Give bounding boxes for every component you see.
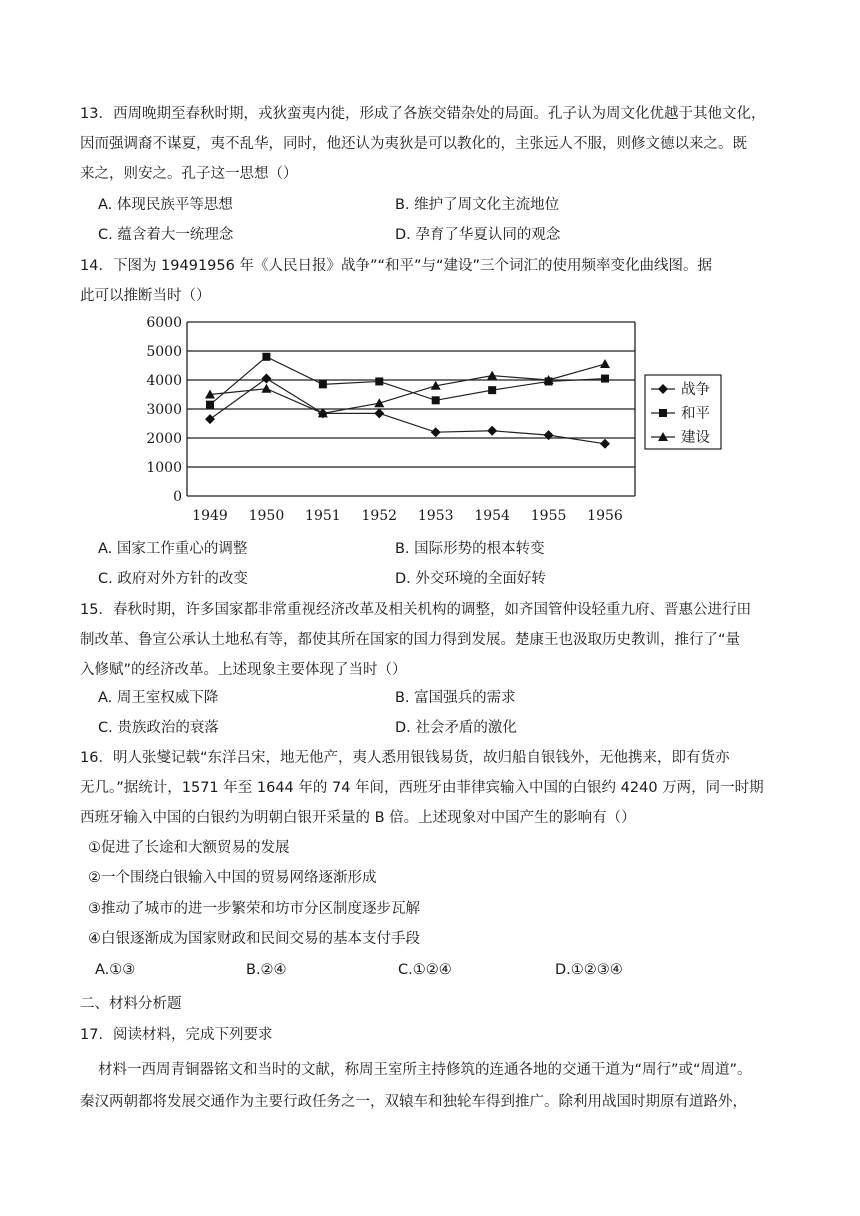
- q17-material-line-1: 材料一西周青铜器铭文和当时的文献，称周王室所主持修筑的连通各地的交通干道为“周行”或“周道”。: [98, 1062, 752, 1078]
- word-frequency-line-chart: [146, 310, 730, 530]
- series-0-point-1950: [261, 374, 271, 384]
- q13-option-c[interactable]: C. 蕴含着大一统理念: [98, 227, 234, 243]
- q16-option-a[interactable]: A.①③: [95, 962, 136, 978]
- series-1-point-1950: [262, 353, 270, 361]
- q15-stem-line-1: 15．春秋时期，许多国家都非常重视经济改革及相关机构的调整，如齐国管仲设轻重九府、晋惠公进行田: [80, 602, 751, 618]
- x-tick-label-1951: 1951: [305, 508, 341, 524]
- q14-stem-line-1: 14．下图为 19491956 年《人民日报》战争”“和平”与“建设”三个词汇的使用频率变化曲线图。据: [80, 258, 713, 274]
- series-1-point-1951: [319, 380, 327, 388]
- q16-option-d[interactable]: D.①②③④: [555, 962, 623, 978]
- q16-stem-line-1: 16．明人张燮记载“东洋吕宋，地无他产，夷人悉用银钱易货，故归船自银钱外，无他携来，即有货亦: [80, 750, 730, 766]
- q14-option-a[interactable]: A. 国家工作重心的调整: [98, 541, 248, 557]
- legend-label-0: 战争: [681, 382, 710, 398]
- q15-stem-line-2: 制改革、鲁宣公承认土地私有等，都使其所在国家的国力得到发展。楚康王也汲取历史教训，推行了“量: [80, 632, 741, 648]
- q14-option-c[interactable]: C. 政府对外方针的改变: [98, 571, 248, 587]
- series-2-point-1954: [487, 371, 497, 380]
- q13-stem-line-2: 因而强调裔不谋夏，夷不乱华，同时，他还认为夷狄是可以教化的，主张远人不服，则修文德以来之。既: [80, 136, 747, 152]
- q16-item-2: ②一个围绕白银输入中国的贸易网络逐渐形成: [88, 870, 377, 886]
- series-0-point-1956: [600, 439, 610, 449]
- q16-item-3: ③推动了城市的进一步繁荣和坊市分区制度逐步瓦解: [88, 901, 420, 917]
- q16-item-4: ④白银逐渐成为国家财政和民间交易的基本支付手段: [88, 931, 420, 947]
- q15-option-a[interactable]: A. 周王室权威下降: [98, 690, 219, 706]
- q16-stem-line-2: 无几。”据统计，1571 年至 1644 年的 74 年间，西班牙由菲律宾输入中国的白银约 4240 万两，同一时期: [80, 780, 764, 796]
- y-tick-label-2000: 2000: [146, 431, 182, 447]
- series-1-point-1952: [375, 377, 383, 385]
- series-2-point-1950: [261, 384, 271, 393]
- y-tick-label-6000: 6000: [146, 315, 182, 331]
- y-tick-label-0: 0: [173, 489, 182, 505]
- q13-option-a[interactable]: A. 体现民族平等思想: [98, 197, 233, 213]
- q16-option-b[interactable]: B.②④: [246, 962, 287, 978]
- q13-option-d[interactable]: D. 孕育了华夏认同的观念: [395, 227, 561, 243]
- chart-y-tick-labels: [146, 315, 182, 505]
- chart-legend: [645, 375, 721, 449]
- q13-stem-line-3: 来之，则安之。孔子这一思想（）: [80, 166, 298, 182]
- legend-marker-1: [659, 409, 667, 417]
- x-tick-label-1955: 1955: [530, 508, 567, 524]
- series-1-point-1954: [488, 386, 496, 394]
- y-tick-label-4000: 4000: [146, 373, 182, 389]
- x-tick-label-1956: 1956: [587, 508, 623, 524]
- q15-option-c[interactable]: C. 贵族政治的衰落: [98, 720, 219, 736]
- x-tick-label-1954: 1954: [474, 508, 510, 524]
- chart-series: [205, 353, 610, 449]
- q14-stem-line-2: 此可以推断当时（）: [80, 288, 211, 304]
- y-tick-label-5000: 5000: [146, 344, 182, 360]
- legend-label-2: 建设: [681, 430, 710, 446]
- q15-stem-line-3: 入修赋”的经济改革。上述现象主要体现了当时（）: [80, 662, 407, 678]
- series-2-point-1956: [600, 359, 610, 368]
- x-tick-label-1952: 1952: [361, 508, 398, 524]
- x-tick-label-1950: 1950: [248, 508, 285, 524]
- section-2-title: 二、材料分析题: [80, 996, 182, 1012]
- q14-option-b[interactable]: B. 国际形势的根本转变: [395, 541, 545, 557]
- x-tick-label-1949: 1949: [192, 508, 228, 524]
- q16-stem-line-3: 西班牙输入中国的白银约为明朝白银开采量的 B 倍。上述现象对中国产生的影响有（）: [80, 810, 636, 826]
- y-tick-label-1000: 1000: [146, 460, 182, 476]
- chart-x-tick-labels: [192, 508, 623, 524]
- legend-label-1: 和平: [681, 406, 710, 422]
- q13-option-b[interactable]: B. 维护了周文化主流地位: [395, 197, 560, 213]
- series-0-point-1954: [487, 426, 497, 436]
- q17-material-line-2: 秦汉两朝都将发展交通作为主要行政任务之一，双辕车和独轮车得到推广。除利用战国时期原有道路外，: [80, 1094, 747, 1110]
- x-tick-label-1953: 1953: [417, 508, 454, 524]
- q13-stem-line-1: 13．西周晚期至春秋时期，戎狄蛮夷内徙，形成了各族交错杂处的局面。孔子认为周文化优越于其他文化，: [80, 106, 766, 122]
- q16-item-1: ①促进了长途和大额贸易的发展: [88, 840, 290, 856]
- q16-option-c[interactable]: C.①②④: [398, 962, 452, 978]
- series-0-point-1952: [374, 408, 384, 418]
- chart-gridlines: [187, 322, 635, 496]
- q14-option-d[interactable]: D. 外交环境的全面好转: [395, 571, 546, 587]
- series-1-point-1953: [432, 396, 440, 404]
- series-1-point-1949: [206, 401, 214, 409]
- q17-title: 17．阅读材料，完成下列要求: [80, 1027, 273, 1043]
- series-1-point-1956: [601, 375, 609, 383]
- series-0-point-1949: [205, 414, 215, 424]
- q15-option-b[interactable]: B. 富国强兵的需求: [395, 690, 516, 706]
- series-0-point-1953: [431, 427, 441, 437]
- series-line-2: [210, 364, 605, 413]
- q15-option-d[interactable]: D. 社会矛盾的激化: [395, 720, 517, 736]
- y-tick-label-3000: 3000: [146, 402, 182, 418]
